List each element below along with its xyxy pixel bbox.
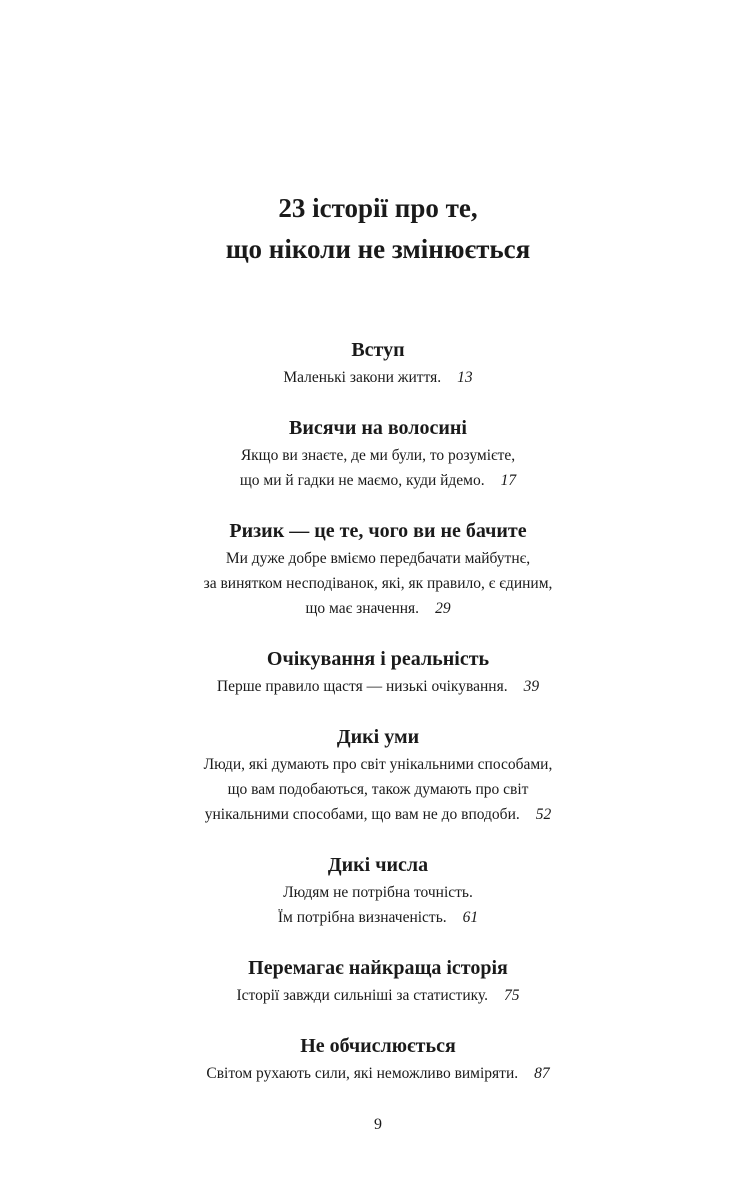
- toc-entry: [0, 954, 756, 1008]
- entry-description: що вам подобаються, також думають про світ: [227, 781, 529, 798]
- entry-page-number: 29: [435, 600, 451, 617]
- entry-description: Якщо ви знаєте, де ми були, то розумієте,: [240, 447, 516, 464]
- entry-description: Їм потрібна визначеність. 61: [277, 909, 479, 926]
- entry-description: Історії завжди сильніші за статистику. 75: [236, 987, 520, 1004]
- entry-page-number: 52: [535, 806, 552, 823]
- entry-description: Світом рухають сили, які неможливо виміряти. 87: [206, 1065, 550, 1082]
- toc-entry: [0, 414, 756, 493]
- entry-page-number: 39: [523, 678, 540, 695]
- toc-entry: [0, 851, 756, 930]
- entry-heading: Висячи на волосині: [289, 417, 467, 439]
- entry-page-number: 17: [500, 472, 517, 489]
- title-line-1: 23 історії про те,: [278, 193, 478, 223]
- toc-entry: [0, 336, 756, 390]
- entry-description: унікальними способами, що вам не до вподоби. 52: [204, 806, 552, 823]
- entry-description: Перше правило щастя — низькі очікування. 39: [216, 678, 540, 695]
- title-line-2: що ніколи не змінюється: [225, 234, 531, 264]
- toc-entry: [0, 723, 756, 827]
- entry-heading: Очікування і реальність: [266, 648, 490, 670]
- page-title: [0, 188, 756, 270]
- entry-description: Ми дуже добре вміємо передбачати майбутнє,: [225, 550, 531, 567]
- toc-entry: [0, 517, 756, 621]
- toc-entry: [0, 645, 756, 699]
- entry-page-number: 87: [534, 1065, 550, 1082]
- entry-page-number: 61: [462, 909, 479, 926]
- entry-heading: Перемагає найкраща історія: [248, 957, 508, 979]
- entry-heading: Вступ: [351, 339, 405, 361]
- entry-heading: Ризик — це те, чого ви не бачите: [229, 520, 527, 542]
- entry-description: Людям не потрібна точність.: [283, 884, 473, 901]
- entry-page-number: 75: [504, 987, 520, 1004]
- entry-heading: Не обчислюється: [300, 1035, 456, 1057]
- toc-entry: [0, 1032, 756, 1086]
- entry-description: що ми й гадки не маємо, куди йдемо. 17: [239, 472, 517, 489]
- entry-description: за винятком несподіванок, які, як правило, є єдиним,: [203, 575, 553, 592]
- entry-page-number: 13: [457, 369, 473, 386]
- entry-description: Люди, які думають про світ унікальними способами,: [203, 756, 553, 773]
- entry-heading: Дикі числа: [327, 854, 429, 876]
- table-of-contents: [0, 336, 756, 1110]
- entry-heading: Дикі уми: [336, 726, 420, 748]
- entry-description: Маленькі закони життя. 13: [283, 369, 473, 386]
- page-number: 9: [374, 1116, 382, 1133]
- entry-description: що має значення. 29: [305, 600, 451, 617]
